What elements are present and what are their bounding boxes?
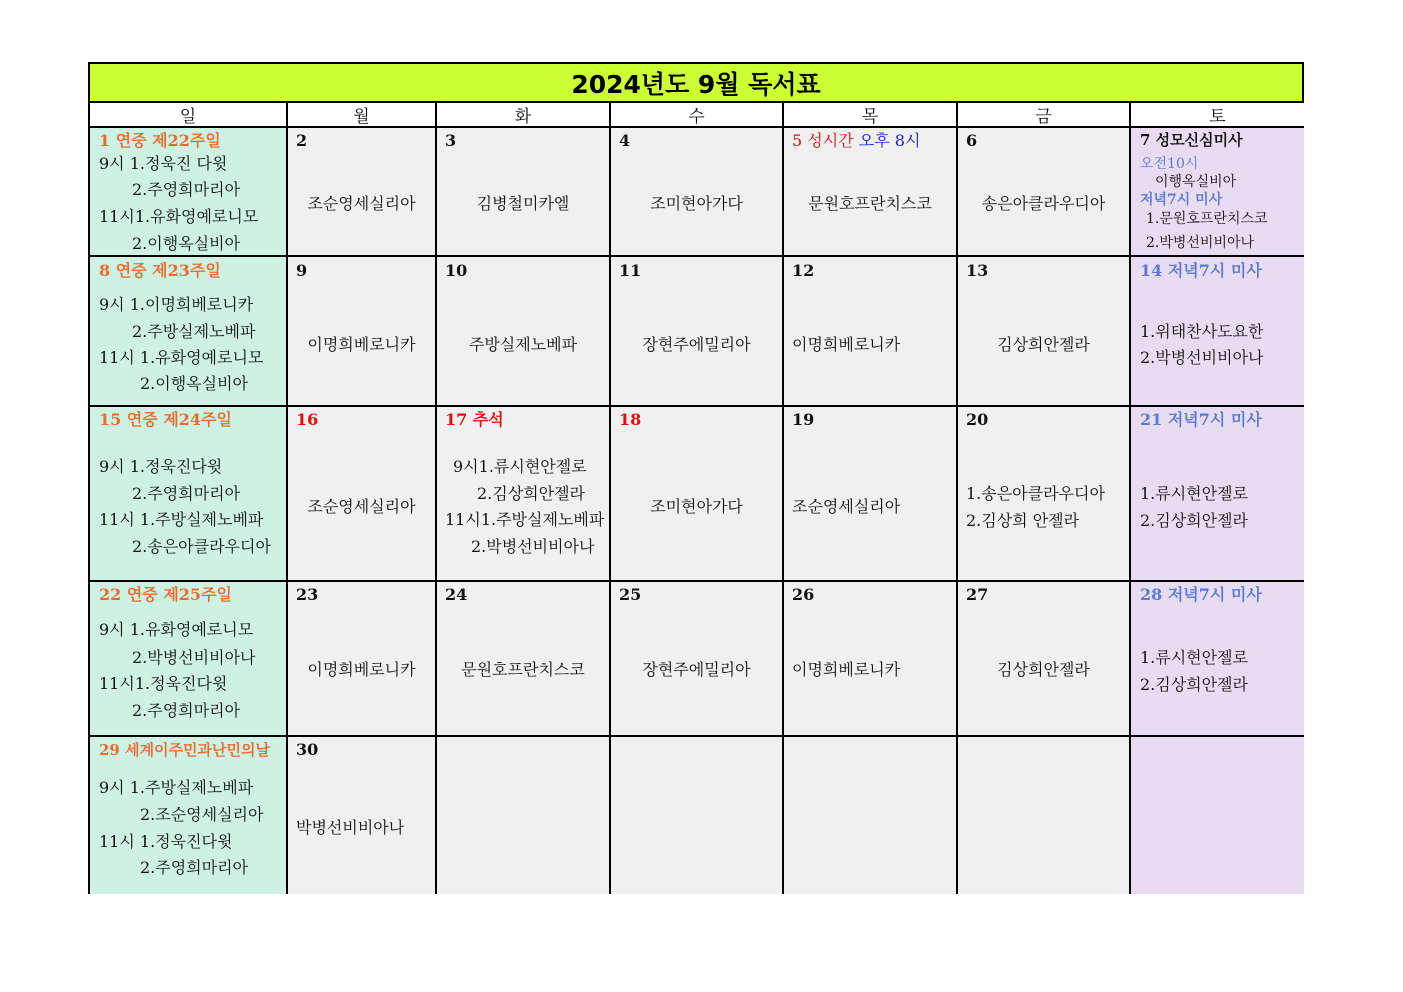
reader-line: 11시 1.정욱진다윗 <box>99 832 233 851</box>
day-cell-7 <box>1131 128 1304 257</box>
weekday-header-wed: 수 <box>611 103 784 128</box>
day-cell-8 <box>90 257 288 407</box>
saturday-title: 21 저녁7시 미사 <box>1140 410 1262 429</box>
reader-line: 1.송은아클라우디아 <box>966 484 1105 503</box>
day-number: 18 <box>619 410 642 429</box>
reader-name: 조순영세실리아 <box>307 194 416 213</box>
day-cell-13 <box>958 257 1131 407</box>
reader-line: 9시 1.주방실제노베파 <box>99 778 254 797</box>
day-cell-27 <box>958 582 1131 737</box>
sunday-title: 8 연중 제23주일 <box>99 261 221 280</box>
sunday-title: 15 연중 제24주일 <box>99 410 232 429</box>
day-cell-11 <box>611 257 784 407</box>
weekday-header-sat: 토 <box>1131 103 1304 128</box>
day-cell-1 <box>90 128 288 257</box>
day-cell-14 <box>1131 257 1304 407</box>
day-number: 13 <box>966 261 989 280</box>
day-number: 5 <box>792 131 803 150</box>
day-cell-20 <box>958 407 1131 582</box>
reader-name: 이명희베로니카 <box>792 335 901 354</box>
reader-line: 9시 1.정욱진다윗 <box>99 457 223 476</box>
empty-cell <box>611 737 784 894</box>
day-cell-29 <box>90 737 288 894</box>
day-cell-2 <box>288 128 437 257</box>
holiday-title: 17 추석 <box>445 410 504 429</box>
reader-line: 9시 1.유화영예로니모 <box>99 620 254 639</box>
reader-line: 11시 1.유화영예로니모 <box>99 348 264 367</box>
reader-line: 11시1.주방실제노베파 <box>445 510 605 529</box>
reader-name: 주방실제노베파 <box>468 335 578 354</box>
empty-cell <box>437 737 611 894</box>
holy-hour-label: 성시간 <box>807 131 854 150</box>
day-number: 30 <box>296 740 319 759</box>
reader-line: 9시1.류시현안젤로 <box>453 457 587 476</box>
reader-line: 2.박병선비비아나 <box>1146 235 1255 251</box>
holy-hour-time: 8시 <box>894 131 921 150</box>
day-number: 3 <box>445 131 457 150</box>
reader-line: 9시 1.정욱진 다윗 <box>99 154 228 173</box>
reader-name: 이명희베로니카 <box>792 660 901 679</box>
reader-name: 조순영세실리아 <box>307 497 416 516</box>
day-cell-9 <box>288 257 437 407</box>
day-cell-28 <box>1131 582 1304 737</box>
day-cell-23 <box>288 582 437 737</box>
reader-name: 김병철미카엘 <box>476 194 570 213</box>
day-cell-6 <box>958 128 1131 257</box>
reader-name: 장현주에밀리아 <box>642 660 751 679</box>
sunday-title: 22 연중 제25주일 <box>99 585 232 604</box>
mass-time: 오전10시 <box>1140 156 1199 172</box>
saturday-title: 28 저녁7시 미사 <box>1140 585 1262 604</box>
day-number: 9 <box>296 261 308 280</box>
saturday-title: 7 성모신심미사 <box>1140 131 1243 149</box>
day-cell-30 <box>288 737 437 894</box>
reader-line: 2.송은아클라우디아 <box>132 537 271 556</box>
day-cell-10 <box>437 257 611 407</box>
reader-line: 2.박병선비비아나 <box>471 537 595 556</box>
reader-line: 2.김상희안젤라 <box>1140 675 1249 694</box>
weekday-header-thu: 목 <box>784 103 958 128</box>
reader-line: 2.이행옥실비아 <box>132 234 241 253</box>
reader-name: 김상희안젤라 <box>997 335 1090 354</box>
day-number: 20 <box>966 410 989 429</box>
reader-name: 문원호프란치스코 <box>808 194 932 213</box>
reader-line: 2.김상희안젤라 <box>1140 511 1249 530</box>
reader-line: 2.박병선비비아나 <box>132 648 256 667</box>
weekday-header-sun: 일 <box>90 103 288 128</box>
day-number: 6 <box>966 131 978 150</box>
holy-hour-note <box>792 131 920 151</box>
day-cell-21 <box>1131 407 1304 582</box>
reader-line: 2.조순영세실리아 <box>140 805 264 824</box>
day-number: 26 <box>792 585 815 604</box>
reader-name: 조미현아가다 <box>650 497 743 516</box>
weekday-header-mon: 월 <box>288 103 437 128</box>
reader-line: 1.류시현안젤로 <box>1140 648 1249 667</box>
reader-line: 1.류시현안젤로 <box>1140 484 1249 503</box>
day-cell-5 <box>784 128 958 257</box>
mass-time: 저녁7시 미사 <box>1140 192 1223 208</box>
reader-line: 1.위태찬사도요한 <box>1140 322 1264 341</box>
day-cell-16 <box>288 407 437 582</box>
reader-name: 장현주에밀리아 <box>642 335 751 354</box>
empty-cell <box>958 737 1131 894</box>
reader-line: 11시1.정욱진다윗 <box>99 674 228 693</box>
day-number: 12 <box>792 261 815 280</box>
day-cell-19 <box>784 407 958 582</box>
day-cell-12 <box>784 257 958 407</box>
reading-schedule-calendar <box>88 62 1304 894</box>
day-number: 11 <box>619 261 642 280</box>
day-number: 24 <box>445 585 468 604</box>
day-number: 27 <box>966 585 989 604</box>
reader-name: 조순영세실리아 <box>792 497 901 516</box>
reader-name: 박병선비비아나 <box>296 818 405 837</box>
reader-name: 문원호프란치스코 <box>461 660 585 679</box>
reader-name: 이명희베로니카 <box>307 660 416 679</box>
day-number: 19 <box>792 410 815 429</box>
reader-line: 2.김상희 안젤라 <box>966 511 1080 530</box>
reader-line: 2.주방실제노베파 <box>132 322 256 341</box>
sunday-title: 29 세계이주민과난민의날 <box>99 741 270 759</box>
reader-line: 2.주영희마리아 <box>132 484 241 503</box>
reader-line: 2.주영희마리아 <box>132 180 241 199</box>
calendar-title: 2024년도 9월 독서표 <box>90 64 1302 103</box>
empty-cell <box>1131 737 1304 894</box>
day-number: 23 <box>296 585 319 604</box>
reader-line: 2.주영희마리아 <box>140 858 249 877</box>
reader-line: 2.박병선비비아나 <box>1140 348 1264 367</box>
day-cell-3 <box>437 128 611 257</box>
weekday-header-fri: 금 <box>958 103 1131 128</box>
day-cell-26 <box>784 582 958 737</box>
reader-line: 2.주영희마리아 <box>132 701 241 720</box>
day-number: 4 <box>619 131 631 150</box>
day-number: 10 <box>445 261 468 280</box>
reader-name: 이명희베로니카 <box>307 335 416 354</box>
reader-line: 2.이행옥실비아 <box>140 374 249 393</box>
empty-cell <box>784 737 958 894</box>
day-number: 25 <box>619 585 642 604</box>
saturday-title: 14 저녁7시 미사 <box>1140 261 1262 280</box>
reader-line: 11시 1.주방실제노베파 <box>99 510 264 529</box>
day-cell-24 <box>437 582 611 737</box>
reader-name: 송은아클라우디아 <box>981 194 1106 213</box>
reader-line: 11시1.유화영예로니모 <box>99 207 259 226</box>
reader-line: 2.김상희안젤라 <box>477 484 586 503</box>
holy-hour-period: 오후 <box>858 131 890 150</box>
day-number: 2 <box>296 131 308 150</box>
weekday-header-tue: 화 <box>437 103 611 128</box>
day-cell-15 <box>90 407 288 582</box>
reader-line: 이행옥실비아 <box>1155 174 1237 190</box>
day-cell-18 <box>611 407 784 582</box>
day-cell-25 <box>611 582 784 737</box>
reader-line: 1.문원호프란치스코 <box>1146 211 1268 227</box>
day-cell-17 <box>437 407 611 582</box>
sunday-title: 1 연중 제22주일 <box>99 131 221 150</box>
reader-line: 9시 1.이명희베로니카 <box>99 295 254 314</box>
day-number: 16 <box>296 410 319 429</box>
day-cell-22 <box>90 582 288 737</box>
day-cell-4 <box>611 128 784 257</box>
reader-name: 김상희안젤라 <box>997 660 1090 679</box>
reader-name: 조미현아가다 <box>650 194 743 213</box>
